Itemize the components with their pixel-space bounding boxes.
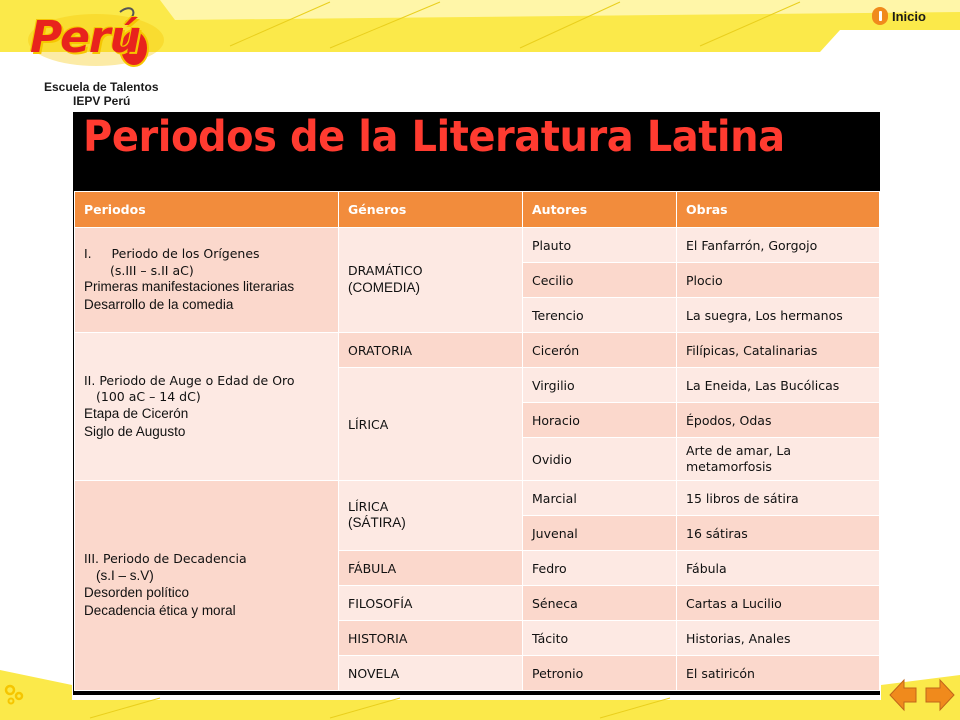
table-row (75, 333, 880, 368)
works-cell: Arte de amar, La metamorfosis (677, 438, 880, 481)
right-decor-band (881, 110, 960, 700)
period-note: Desarrollo de la comedia (84, 297, 234, 313)
home-link[interactable] (872, 6, 926, 26)
works-cell: La suegra, Los hermanos (677, 298, 880, 333)
author-cell: Séneca (523, 586, 677, 621)
genre-cell: FILOSOFÍA (339, 586, 523, 621)
footer-band (0, 696, 960, 720)
author-cell: Petronio (523, 656, 677, 691)
header-obras: Obras (677, 192, 880, 228)
period-heading: I. Periodo de los Orígenes (84, 246, 260, 261)
left-decor-band (0, 110, 72, 700)
genre-cell: NOVELA (339, 656, 523, 691)
author-cell: Horacio (523, 403, 677, 438)
slide-content (73, 112, 880, 695)
genre-cell: FÁBULA (339, 551, 523, 586)
period-note: Etapa de Cicerón (84, 405, 189, 421)
period-cell (75, 333, 339, 481)
genre-sub: (COMEDIA) (348, 279, 420, 295)
table-header-row (75, 192, 880, 228)
genre-cell (339, 481, 523, 551)
decorative-dots-icon (4, 684, 26, 706)
author-cell: Fedro (523, 551, 677, 586)
logo-subtitle-line2: IEPV Perú (73, 94, 131, 108)
genre-cell: ORATORIA (339, 333, 523, 368)
author-cell: Terencio (523, 298, 677, 333)
works-cell: Filípicas, Catalinarias (677, 333, 880, 368)
header-periodos: Periodos (75, 192, 339, 228)
works-cell: 15 libros de sátira (677, 481, 880, 516)
genre-name: DRAMÁTICO (348, 263, 423, 279)
period-dates: (s.III – s.II aC) (110, 262, 194, 278)
period-note: Siglo de Augusto (84, 423, 186, 439)
literature-table (74, 191, 880, 691)
author-cell: Juvenal (523, 516, 677, 551)
author-cell: Ovidio (523, 438, 677, 481)
period-heading: III. Periodo de Decadencia (84, 550, 247, 566)
author-cell: Marcial (523, 481, 677, 516)
period-dates: (100 aC – 14 dC) (96, 389, 201, 405)
works-cell: 16 sátiras (677, 516, 880, 551)
arrow-right-icon[interactable] (922, 678, 956, 712)
works-cell: La Eneida, Las Bucólicas (677, 368, 880, 403)
period-heading: II. Periodo de Auge o Edad de Oro (84, 372, 295, 388)
logo-subtitle-line1: Escuela de Talentos (44, 80, 159, 94)
works-cell: Plocio (677, 263, 880, 298)
period-cell (75, 481, 339, 691)
table-row (75, 481, 880, 516)
info-icon (872, 7, 888, 25)
works-cell: Fábula (677, 551, 880, 586)
works-cell: Épodos, Odas (677, 403, 880, 438)
logo-wordmark: Perú (30, 12, 140, 63)
works-cell: Historias, Anales (677, 621, 880, 656)
period-dates: (s.I – s.V) (96, 567, 154, 583)
works-cell: El Fanfarrón, Gorgojo (677, 228, 880, 263)
genre-sub: (SÁTIRA) (348, 515, 406, 531)
works-cell: El satiricón (677, 656, 880, 691)
period-note: Decadencia ética y moral (84, 603, 236, 619)
author-cell: Tácito (523, 621, 677, 656)
genre-cell: HISTORIA (339, 621, 523, 656)
genre-cell: LÍRICA (339, 368, 523, 481)
author-cell: Virgilio (523, 368, 677, 403)
author-cell: Plauto (523, 228, 677, 263)
author-cell: Cicerón (523, 333, 677, 368)
period-note: Primeras manifestaciones literarias (84, 279, 295, 295)
period-cell (75, 228, 339, 333)
table-row (75, 228, 880, 263)
arrow-left-icon[interactable] (888, 678, 918, 712)
header-autores: Autores (523, 192, 677, 228)
genre-name: LÍRICA (348, 498, 389, 514)
works-cell: Cartas a Lucilio (677, 586, 880, 621)
home-link-label: Inicio (892, 8, 926, 24)
genre-cell (339, 228, 523, 333)
period-note: Desorden político (84, 585, 190, 601)
slide-title: Periodos de la Literatura Latina (83, 112, 785, 162)
header-generos: Géneros (339, 192, 523, 228)
author-cell: Cecilio (523, 263, 677, 298)
